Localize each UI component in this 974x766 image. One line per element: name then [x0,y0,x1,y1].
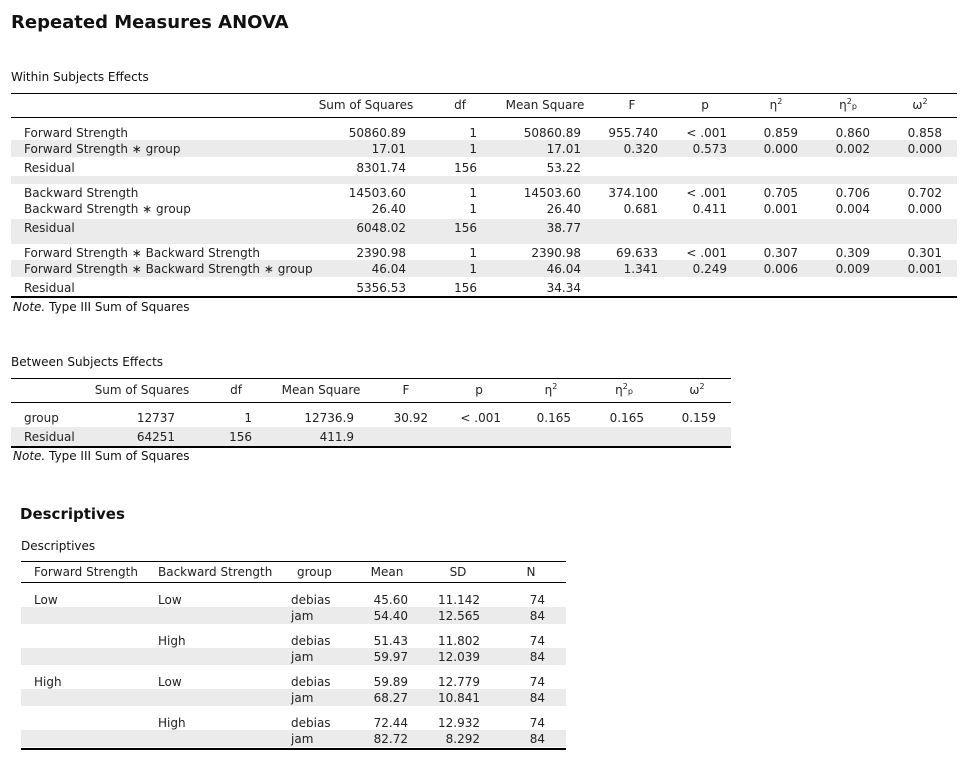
within-row-label: Residual [24,161,75,175]
between-row-label: Residual [24,430,75,444]
between-col-header: df [230,383,242,397]
between-caption: Between Subjects Effects [11,355,164,369]
within-cell: 1 [469,262,477,276]
desc-cell: debias [291,634,331,648]
between-cell: 12736.9 [304,411,354,425]
within-cell: 6048.02 [356,221,406,235]
within-row-label: Backward Strength ∗ group [24,202,191,216]
desc-cell: 59.89 [373,675,408,689]
desc-cell: Low [34,593,58,607]
desc-cell: 74 [529,593,545,607]
within-row-label: Forward Strength ∗ group [24,142,181,156]
within-row-label: Forward Strength ∗ Backward Strength [24,246,261,260]
between-cell: < .001 [460,411,501,425]
within-cell: 955.740 [608,126,658,140]
desc-cell: 11.142 [438,593,480,607]
desc-col-header: N [526,565,536,579]
within-bottom-rule [11,296,957,298]
within-col-header: F [628,98,636,112]
within-cell: 0.006 [763,262,798,276]
desc-cell: 45.60 [373,593,408,607]
desc-cell: jam [291,609,314,623]
between-header-rule [11,402,731,403]
within-col-header: $\eta^2$ [769,97,783,112]
within-cell: 46.04 [546,262,581,276]
within-cell: 374.100 [608,186,658,200]
between-cell: 156 [229,430,252,444]
within-cell: 156 [454,281,477,295]
within-group-separator [11,236,957,244]
within-cell: 1 [469,126,477,140]
desc-cell: 51.43 [373,634,408,648]
between-cell: 0.165 [609,411,644,425]
within-cell: 0.000 [763,142,798,156]
within-cell: 14503.60 [523,186,581,200]
within-cell: 0.001 [763,202,798,216]
within-cell: 1 [469,202,477,216]
within-cell: 2390.98 [531,246,581,260]
within-cell: 0.301 [907,246,942,260]
within-cell: 17.01 [546,142,581,156]
desc-cell: jam [291,732,314,746]
within-cell: 0.705 [763,186,798,200]
descriptives-heading: Descriptives [20,505,125,523]
within-cell: 26.40 [546,202,581,216]
within-cell: 8301.74 [356,161,406,175]
desc-cell: debias [291,593,331,607]
within-cell: 26.40 [371,202,406,216]
within-cell: 0.000 [907,202,942,216]
within-cell: 0.681 [623,202,658,216]
desc-cell: 84 [529,732,545,746]
within-cell: 50860.89 [348,126,406,140]
within-col-header: $\omega^2$ [912,97,928,112]
within-cell: 2390.98 [356,246,406,260]
desc-col-header: group [297,565,332,579]
within-cell: 0.000 [907,142,942,156]
between-cell: 64251 [136,430,175,444]
between-cell: 0.159 [681,411,716,425]
desc-col-header: Backward Strength [158,565,273,579]
desc-cell: 12.779 [438,675,480,689]
between-bottom-rule [11,446,731,448]
within-cell: 156 [454,161,477,175]
within-cell: 0.859 [763,126,798,140]
within-cell: 156 [454,221,477,235]
between-note: Note. Type III Sum of Squares [13,449,190,463]
desc-top-rule [21,561,566,562]
desc-cell: 82.72 [373,732,408,746]
desc-cell: 74 [529,634,545,648]
within-cell: 50860.89 [523,126,581,140]
within-cell: 0.706 [835,186,870,200]
within-cell: 0.858 [907,126,942,140]
between-cell: 30.92 [393,411,428,425]
desc-cell: 74 [529,716,545,730]
desc-cell: 84 [529,650,545,664]
within-cell: 0.009 [835,262,870,276]
desc-cell: debias [291,675,331,689]
within-col-header: p [701,98,709,112]
desc-cell: Low [158,593,182,607]
desc-cell: jam [291,650,314,664]
between-cell: 1 [244,411,252,425]
between-col-header: p [475,383,483,397]
within-col-header: $\eta^2p$ [839,97,857,112]
within-cell: < .001 [686,246,727,260]
desc-cell: Low [158,675,182,689]
between-col-header: Sum of Squares [94,383,190,397]
desc-cell: 12.039 [438,650,480,664]
within-row-label: Backward Strength [24,186,139,200]
between-col-header: $\eta^2p$ [615,382,633,397]
desc-cell: High [34,675,62,689]
within-cell: 0.309 [835,246,870,260]
within-top-rule [11,93,957,94]
within-col-header: Sum of Squares [318,98,414,112]
between-cell: 12737 [136,411,175,425]
within-cell: 17.01 [371,142,406,156]
desc-cell: jam [291,691,314,705]
between-cell: 411.9 [319,430,354,444]
desc-cell: 12.565 [438,609,480,623]
desc-cell: 8.292 [445,732,480,746]
within-note: Note. Type III Sum of Squares [13,300,190,314]
desc-cell: 84 [529,691,545,705]
between-cell: 0.165 [536,411,571,425]
descriptives-caption: Descriptives [21,539,96,553]
within-cell: 0.249 [692,262,727,276]
within-cell: 1 [469,246,477,260]
desc-col-header: SD [449,565,467,579]
within-cell: 0.004 [835,202,870,216]
desc-cell: 84 [529,609,545,623]
within-cell: 0.320 [623,142,658,156]
between-row-label: group [24,411,59,425]
between-col-header: Mean Square [281,383,361,397]
desc-cell: 68.27 [373,691,408,705]
desc-cell: 74 [529,675,545,689]
within-col-header: Mean Square [505,98,585,112]
within-cell: < .001 [686,126,727,140]
between-col-header: F [402,383,410,397]
within-row-label: Residual [24,281,75,295]
within-cell: 0.573 [692,142,727,156]
desc-cell: 11.802 [438,634,480,648]
within-cell: 53.22 [546,161,581,175]
within-cell: 5356.53 [356,281,406,295]
desc-bottom-rule [21,748,566,750]
within-cell: 46.04 [371,262,406,276]
desc-cell: 54.40 [373,609,408,623]
within-cell: 69.633 [616,246,658,260]
within-row-label: Forward Strength ∗ Backward Strength ∗ group [24,262,313,276]
within-cell: 0.002 [835,142,870,156]
within-cell: 0.860 [835,126,870,140]
within-group-separator [11,176,957,184]
desc-cell: 72.44 [373,716,408,730]
within-caption: Within Subjects Effects [11,70,149,84]
desc-cell: High [158,634,186,648]
within-cell: 34.34 [546,281,581,295]
within-cell: 0.702 [907,186,942,200]
desc-col-header: Mean [370,565,404,579]
desc-cell: 12.932 [438,716,480,730]
desc-col-header: Forward Strength [34,565,138,579]
desc-cell: High [158,716,186,730]
between-top-rule [11,378,731,379]
within-cell: 1 [469,186,477,200]
desc-cell: 59.97 [373,650,408,664]
between-col-header: $\omega^2$ [689,382,705,397]
within-cell: 1.341 [623,262,658,276]
within-cell: 1 [469,142,477,156]
within-row-label: Residual [24,221,75,235]
within-col-header: df [454,98,466,112]
within-header-rule [11,117,957,118]
within-cell: 0.411 [692,202,727,216]
within-row-label: Forward Strength [24,126,128,140]
within-cell: < .001 [686,186,727,200]
between-col-header: $\eta^2$ [544,382,558,397]
desc-cell: debias [291,716,331,730]
page-title: Repeated Measures ANOVA [11,12,289,33]
within-cell: 38.77 [546,221,581,235]
within-cell: 14503.60 [348,186,406,200]
within-cell: 0.307 [763,246,798,260]
within-cell: 0.001 [907,262,942,276]
desc-cell: 10.841 [438,691,480,705]
desc-header-rule [21,582,566,583]
